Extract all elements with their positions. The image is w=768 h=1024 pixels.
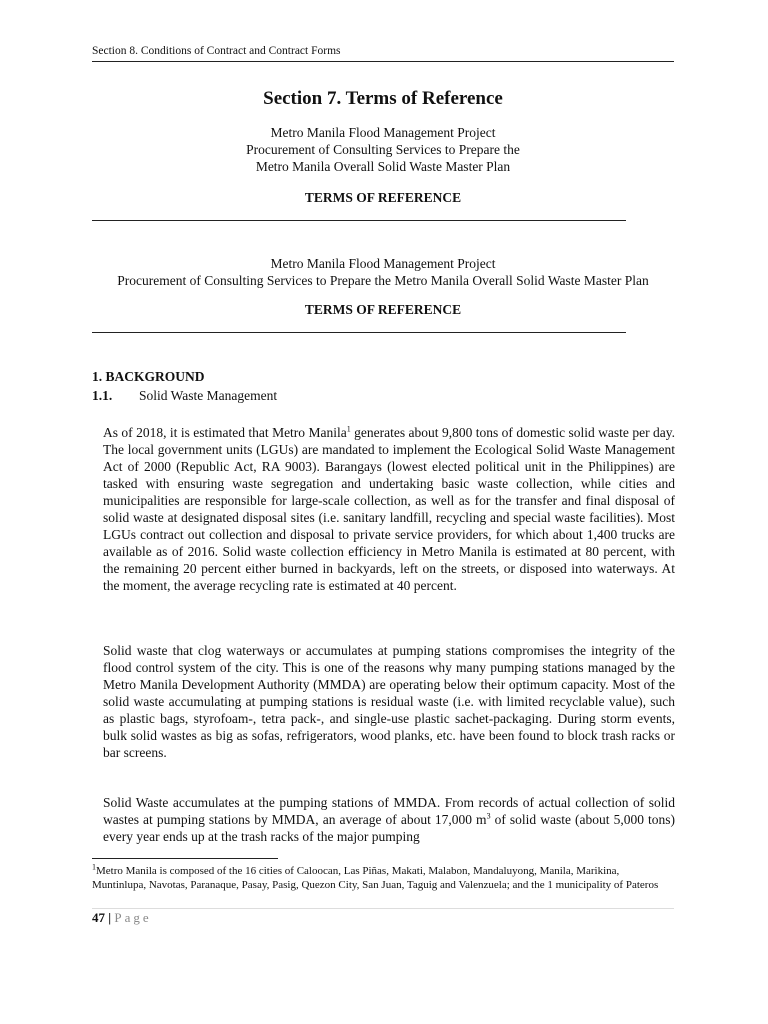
footnote-marker: 1 [92, 862, 96, 872]
subtitle-line: Metro Manila Flood Management Project [270, 125, 496, 140]
section-title: Section 7. Terms of Reference [263, 88, 503, 109]
section-heading: 1. BACKGROUND [92, 369, 205, 384]
page-footer [92, 910, 152, 926]
subsection-number: 1.1. [92, 388, 113, 403]
body-paragraph [103, 794, 675, 845]
subtitle-line: Procurement of Consulting Services to Prepare the Metro Manila Overall Solid Waste Master Plan [117, 273, 649, 288]
paragraph-text: generates about 9,800 tons of domestic solid waste per day. The local government units (LGUs) are mandated to implement the Ecological Solid Waste Management Act of 2000 (Republic Act, RA 9003). Barangays (lowest elected political unit in the Philippines) are tasked with ensuring waste segregation and undertaking basic waste collection, while cities and municipalities are responsible for large-scale collection, as well as for the transfer and final disposal of solid waste at designated disposal sites (i.e. sanitary landfill, recycling and special waste facilities). Most LGUs contract out collection and disposal to private service providers, for which about 1,400 trucks are available as of 2016. Solid waste collection efficiency in Metro Manila is estimated at 80 percent, with the remaining 20 percent either burned in backyards, left on the streets, or disposed into waterways. At the moment, the average recycling rate is estimated at 40 percent. [103, 425, 675, 593]
header-rule [92, 61, 674, 62]
subtitle-line: Metro Manila Flood Management Project [270, 256, 496, 271]
repeat-subtitle-block [92, 255, 674, 289]
divider-rule [92, 332, 626, 333]
tor-label: TERMS OF REFERENCE [304, 190, 462, 205]
running-head: Section 8. Conditions of Contract and Contract Forms [92, 45, 341, 57]
page-label: Page [114, 910, 152, 925]
footer-separator: | [108, 910, 112, 925]
body-paragraph [103, 424, 675, 594]
footnote-reference[interactable]: 1 [346, 424, 351, 434]
paragraph-text: Solid Waste accumulates at the pumping stations of MMDA. From records of actual collection of solid wastes at pumping stations by MMDA, an average of about 17,000 m [103, 795, 675, 827]
paragraph-text: As of 2018, it is estimated that Metro Manila [103, 425, 347, 440]
divider-rule [92, 220, 626, 221]
page-number: 47 [92, 910, 105, 925]
footnote-rule [92, 858, 278, 859]
tor-label: TERMS OF REFERENCE [304, 302, 462, 317]
title-subtitle-block [92, 124, 674, 175]
footnote [92, 864, 674, 893]
footnote-text: Metro Manila is composed of the 16 cities of Caloocan, Las Piñas, Makati, Malabon, Mandaluyong, Manila, Marikina, Muntinlupa, Navotas, Paranaque, Pasay, Pasig, Quezon City, San Juan, Taguig and Valenzuela; and the 1 municipality of Pateros [92, 865, 659, 892]
subsection-heading [92, 388, 277, 404]
footer-rule [92, 908, 674, 909]
paragraph-text: of solid waste (about 5,000 tons) every year ends up at the trash racks of the major pumping [103, 812, 676, 844]
subtitle-line: Metro Manila Overall Solid Waste Master Plan [255, 159, 511, 174]
subtitle-line: Procurement of Consulting Services to Prepare the [246, 142, 520, 157]
body-paragraph: Solid waste that clog waterways or accumulates at pumping stations compromises the integrity of the flood control system of the city. This is one of the reasons why many pumping stations managed by the Metro Manila Development Authority (MMDA) are operating below their optimum capacity. Most of the solid waste accumulating at pumping stations is residual waste (i.e. with limited recyclable value), such as plastic bags, styrofoam-, tetra pack-, and single-use plastic sachet-packaging. During storm events, bulk solid wastes as big as sofas, refrigerators, wood planks, etc. have been found to block trash racks or bar screens. [103, 643, 675, 760]
subsection-title: Solid Waste Management [139, 388, 278, 403]
superscript: 3 [486, 811, 491, 821]
